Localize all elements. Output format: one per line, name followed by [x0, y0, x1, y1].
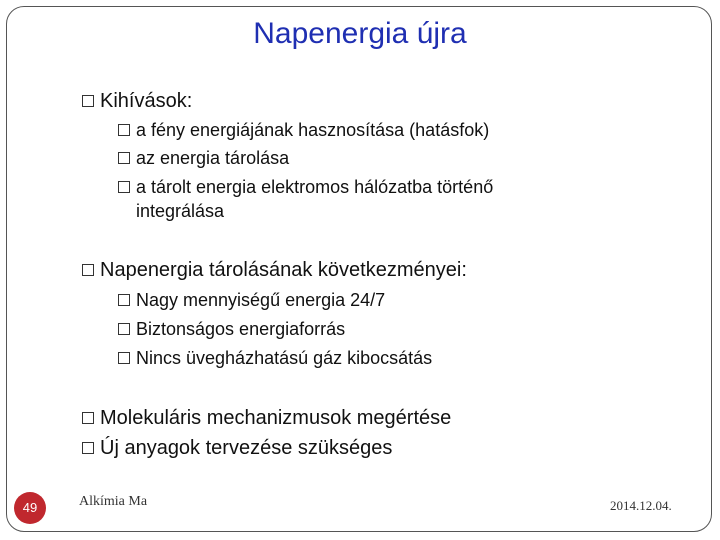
checkbox-bullet-icon: [118, 124, 130, 136]
checkbox-bullet-icon: [118, 152, 130, 164]
checkbox-bullet-icon: [118, 294, 130, 306]
list-item-continuation: integrálása: [136, 201, 225, 221]
footer-text: Alkímia Ma: [79, 494, 148, 509]
checkbox-bullet-icon: [82, 412, 94, 424]
list-item: Biztonságos energiaforrás: [118, 317, 345, 341]
bullet-point-mechanisms: Molekuláris mechanizmusok megértése: [82, 405, 451, 431]
bullet-point-materials: Új anyagok tervezése szükséges: [82, 435, 392, 461]
checkbox-bullet-icon: [82, 95, 94, 107]
checkbox-bullet-icon: [82, 442, 94, 454]
list-item: Nagy mennyiségű energia 24/7: [118, 288, 385, 312]
slide-number-badge: 49: [14, 492, 46, 524]
list-item: Nincs üvegházhatású gáz kibocsátás: [118, 346, 432, 370]
checkbox-bullet-icon: [118, 323, 130, 335]
checkbox-bullet-icon: [82, 264, 94, 276]
list-item: az energia tárolása: [118, 146, 289, 170]
checkbox-bullet-icon: [118, 181, 130, 193]
bullet-heading-challenges: Kihívások:: [82, 88, 192, 114]
checkbox-bullet-icon: [118, 352, 130, 364]
slide-title: Napenergia újra: [253, 17, 467, 50]
list-item: a fény energiájának hasznosítása (hatásfok): [118, 118, 489, 142]
footer-date: 2014.12.04.: [610, 498, 672, 513]
bullet-heading-consequences: Napenergia tárolásának következményei:: [82, 257, 467, 283]
list-item: a tárolt energia elektromos hálózatba történő: [118, 175, 493, 199]
